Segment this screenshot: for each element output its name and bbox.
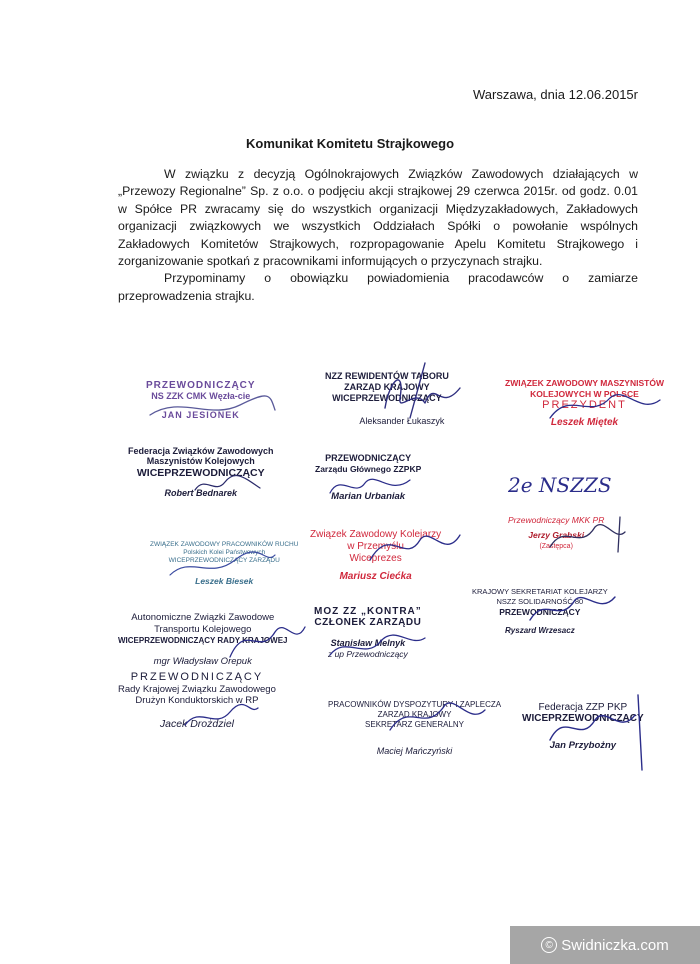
signature-scribble <box>150 545 280 585</box>
body-paragraph: W związku z decyzją Ogólnokrajowych Związków Zawodowych działających w „Przewozy Regionalne” Sp. z o.o. o podjęciu akcji strajkowej 29 czerwca 2015r. od godz. 0.01 w Spółce PR zwracamy się do wszystkich organizacji Międzyzakładowych, Zakładowych organizacji związkowych we wszystkich Oddziałach Spółki o powołanie wspólnych Zakładowych Komitetów Strajkowych, rozpropagowanie Apelu Komitetu Strajkowego i zorganizowanie spotkań z pracownikami informujących o przyczynach strajku. <box>118 167 638 269</box>
stamp-line: ZWIĄZEK ZAWODOWY MASZYNISTÓW <box>505 378 664 388</box>
stamp-line: Wiceprezes <box>349 553 402 564</box>
signature-scribble <box>180 700 260 735</box>
stamp-name: Jerzy Grabski <box>528 530 585 540</box>
stamp-name: Leszek Biesek <box>195 576 254 586</box>
stamp-line: CZŁONEK ZARZĄDU <box>314 617 422 628</box>
signature-scribble <box>320 468 420 503</box>
stamp-line: w Przemyślu <box>347 541 404 552</box>
stamp-name: Maciej Mańczyński <box>376 746 453 756</box>
signature-scribble <box>190 470 270 500</box>
stamp-line: KOLEJOWYCH W POLSCE <box>530 389 639 399</box>
stamp-name: Jacek Drożdziel <box>159 717 234 730</box>
stamp-name: mgr Władysław Orepuk <box>153 655 252 667</box>
stamp-line: Federacja Związków Zawodowych <box>128 446 274 456</box>
stamp-line: WICEPRZEWODNICZĄCY <box>136 467 265 479</box>
copyright-icon: © <box>541 937 557 953</box>
stamp-line: PRZEWODNICZĄCY <box>325 453 412 463</box>
stamp-line: PRZEWODNICZĄCY <box>146 380 256 391</box>
stamp-name: Robert Bednarek <box>164 488 238 498</box>
stamp-line: Przewodniczący MKK PR <box>508 515 605 525</box>
stamp-line: Transportu Kolejowego <box>154 623 252 635</box>
stamp-name: Marian Urbaniak <box>331 491 406 502</box>
signature-scribble <box>520 585 620 630</box>
stamp-line: WICEPRZEWODNICZĄCY ZARZĄDU <box>168 557 280 564</box>
stamp-name: Jan Przybożny <box>549 740 617 751</box>
stamp-line: Autonomiczne Związki Zawodowe <box>131 612 275 623</box>
stamp-line: ZWIĄZEK ZAWODOWY PRACOWNIKÓW RUCHU <box>150 541 299 548</box>
stamp-name: JAN JESIONEK <box>161 410 240 420</box>
signature-scribble <box>330 358 470 428</box>
stamp-line: PRZEWODNICZĄCY <box>499 607 581 617</box>
stamp-line: Maszynistów Kolejowych <box>146 456 255 466</box>
stamp-name: Aleksander Łukaszyk <box>359 416 445 426</box>
body-paragraph: Przypominamy o obowiązku powiadomienia pracodawców o zamiarze przeprowadzenia strajku. <box>118 271 638 303</box>
signature-scribble <box>140 385 280 430</box>
stamp-name: Ryszard Wrzesacz <box>505 626 575 635</box>
stamp-line: NS ZZK CMK Węzła-cie <box>151 391 251 401</box>
watermark-badge <box>510 926 700 964</box>
stamp-line: ZARZĄD KRAJOWY <box>344 382 430 392</box>
stamp-line: WICEPRZEWODNICZĄCY RADY KRAJOWEJ <box>118 636 288 645</box>
stamp-line: Związek Zawodowy Kolejarzy <box>310 529 442 540</box>
document-date: Warszawa, dnia 12.06.2015r <box>472 87 638 102</box>
stamp-line: Federacja ZZP PKP <box>538 702 628 713</box>
stamp-sub: (Zastępca) <box>539 543 573 550</box>
signature-scribble <box>540 380 670 430</box>
stamp-sub: z up Przewodniczący <box>327 649 408 659</box>
document-body <box>118 166 638 305</box>
stamp-line: ZARZĄD KRAJOWY <box>377 710 452 719</box>
stamp-line: NSZZ SOLIDARNOŚĆ 80 <box>496 597 584 606</box>
stamp-line: MOZ ZZ „KONTRA” <box>314 606 422 617</box>
stamp-line: PRACOWNIKÓW DYSPOZYTURY I ZAPLECZA <box>328 700 502 709</box>
stamp-line: SEKRETARZ GENERALNY <box>365 720 465 729</box>
watermark-text: Swidniczka.com <box>561 936 669 954</box>
stamp-name: Leszek Miętek <box>550 417 619 428</box>
stamp-name: Stanisław Melnyk <box>330 638 406 648</box>
handwritten-note: 2e NSZZS <box>508 473 612 497</box>
stamp-line: WICEPRZEWODNICZĄCY <box>332 393 442 403</box>
stamp-line: Rady Krajowej Związku Zawodowego <box>118 683 276 695</box>
signature-scribble <box>320 630 430 665</box>
stamp-line: PREZYDENT <box>542 399 627 411</box>
signature-scribble <box>540 690 650 780</box>
stamp-line: Drużyn Konduktorskich w RP <box>135 695 259 706</box>
stamp-line: NZZ REWIDENTÓW TABORU <box>325 371 449 381</box>
stamp-line: WICEPRZEWODNICZĄCY <box>522 713 644 724</box>
stamp-line: KRAJOWY SEKRETARIAT KOLEJARZY <box>472 587 608 596</box>
stamp-line: Polskich Kolei Państwowych <box>183 549 266 556</box>
stamp-name: Mariusz Ciećka <box>339 571 412 582</box>
signature-scribble <box>360 520 470 575</box>
document-title: Komunikat Komitetu Strajkowego <box>245 136 455 151</box>
signature-scribble <box>380 690 490 745</box>
stamp-line: Zarządu Głównego ZZPKP <box>315 464 422 474</box>
signature-scribble <box>220 612 310 667</box>
stamp-line: PRZEWODNICZĄCY <box>130 671 264 683</box>
signature-scribble <box>540 512 640 557</box>
